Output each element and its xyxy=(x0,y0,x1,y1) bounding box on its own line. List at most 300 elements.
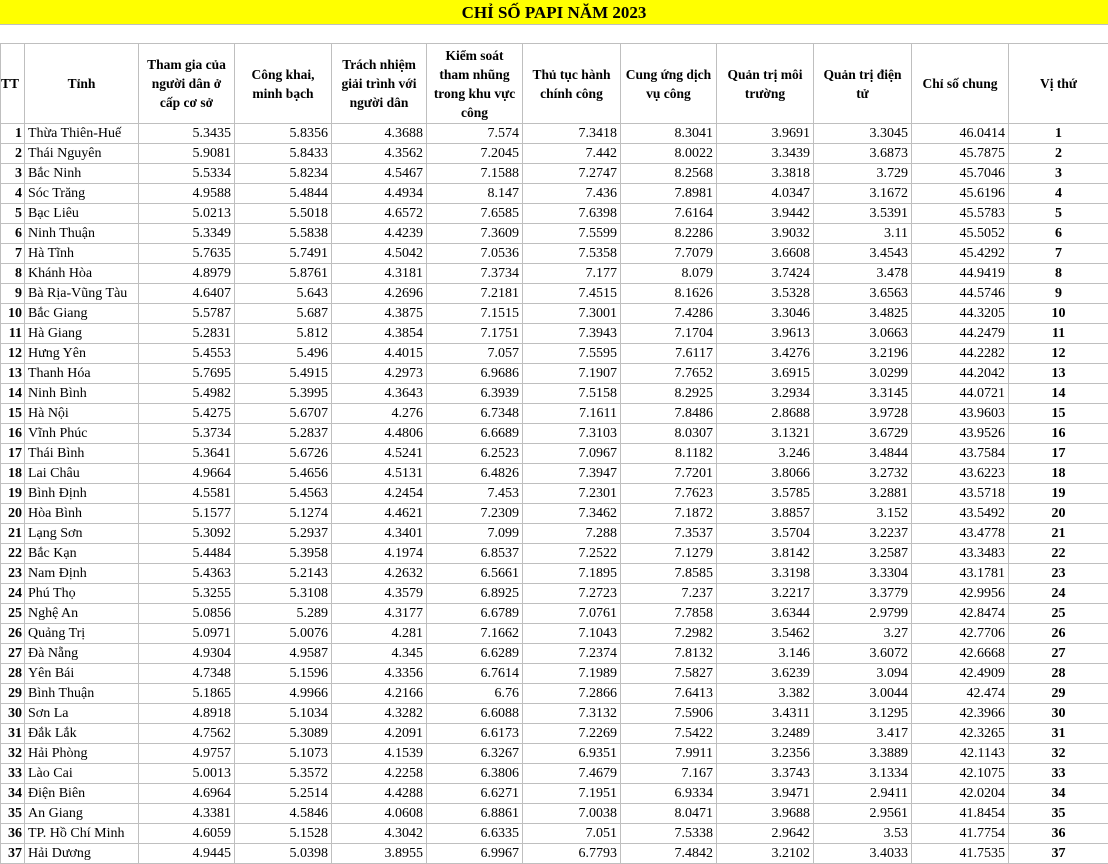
cell-accountability[interactable]: 4.4239 xyxy=(332,224,427,244)
cell-rank[interactable]: 34 xyxy=(1009,784,1108,804)
cell-total[interactable]: 43.3483 xyxy=(912,544,1009,564)
cell-procedures[interactable]: 7.0967 xyxy=(523,444,621,464)
cell-rank[interactable]: 2 xyxy=(1009,144,1108,164)
cell-rank[interactable]: 1 xyxy=(1009,124,1108,144)
cell-rank[interactable]: 10 xyxy=(1009,304,1108,324)
cell-services[interactable]: 7.9911 xyxy=(621,744,717,764)
cell-total[interactable]: 41.7754 xyxy=(912,824,1009,844)
cell-transparency[interactable]: 4.9587 xyxy=(235,644,332,664)
cell-procedures[interactable]: 7.2723 xyxy=(523,584,621,604)
cell-total[interactable]: 44.2282 xyxy=(912,344,1009,364)
cell-procedures[interactable]: 7.3947 xyxy=(523,464,621,484)
cell-environment[interactable]: 3.3046 xyxy=(717,304,814,324)
cell-environment[interactable]: 3.4311 xyxy=(717,704,814,724)
cell-province[interactable]: Thái Nguyên xyxy=(25,144,139,164)
cell-corruption[interactable]: 7.1751 xyxy=(427,324,523,344)
cell-accountability[interactable]: 4.3875 xyxy=(332,304,427,324)
cell-tt[interactable]: 36 xyxy=(1,824,25,844)
cell-province[interactable]: Hải Dương xyxy=(25,844,139,864)
cell-services[interactable]: 7.1279 xyxy=(621,544,717,564)
cell-services[interactable]: 7.2982 xyxy=(621,624,717,644)
cell-transparency[interactable]: 5.3572 xyxy=(235,764,332,784)
cell-accountability[interactable]: 4.3688 xyxy=(332,124,427,144)
cell-province[interactable]: Hà Giang xyxy=(25,324,139,344)
cell-procedures[interactable]: 7.2866 xyxy=(523,684,621,704)
cell-corruption[interactable]: 7.1588 xyxy=(427,164,523,184)
cell-procedures[interactable]: 7.436 xyxy=(523,184,621,204)
cell-egov[interactable]: 3.5391 xyxy=(814,204,912,224)
cell-egov[interactable]: 3.6563 xyxy=(814,284,912,304)
cell-rank[interactable]: 5 xyxy=(1009,204,1108,224)
cell-province[interactable]: Thái Bình xyxy=(25,444,139,464)
cell-environment[interactable]: 2.9642 xyxy=(717,824,814,844)
cell-environment[interactable]: 3.246 xyxy=(717,444,814,464)
cell-rank[interactable]: 25 xyxy=(1009,604,1108,624)
cell-participation[interactable]: 5.3734 xyxy=(139,424,235,444)
cell-participation[interactable]: 5.0856 xyxy=(139,604,235,624)
cell-total[interactable]: 42.1075 xyxy=(912,764,1009,784)
cell-accountability[interactable]: 4.2258 xyxy=(332,764,427,784)
cell-rank[interactable]: 32 xyxy=(1009,744,1108,764)
cell-rank[interactable]: 27 xyxy=(1009,644,1108,664)
cell-procedures[interactable]: 7.3132 xyxy=(523,704,621,724)
cell-participation[interactable]: 5.7635 xyxy=(139,244,235,264)
cell-participation[interactable]: 5.5334 xyxy=(139,164,235,184)
cell-egov[interactable]: 3.2196 xyxy=(814,344,912,364)
cell-participation[interactable]: 4.9588 xyxy=(139,184,235,204)
cell-services[interactable]: 7.5338 xyxy=(621,824,717,844)
cell-procedures[interactable]: 7.1611 xyxy=(523,404,621,424)
cell-province[interactable]: Thừa Thiên-Huế xyxy=(25,124,139,144)
cell-tt[interactable]: 37 xyxy=(1,844,25,864)
cell-rank[interactable]: 20 xyxy=(1009,504,1108,524)
cell-services[interactable]: 7.5422 xyxy=(621,724,717,744)
cell-corruption[interactable]: 6.9967 xyxy=(427,844,523,864)
cell-accountability[interactable]: 4.1539 xyxy=(332,744,427,764)
cell-tt[interactable]: 17 xyxy=(1,444,25,464)
cell-environment[interactable]: 3.5785 xyxy=(717,484,814,504)
cell-services[interactable]: 7.7201 xyxy=(621,464,717,484)
cell-services[interactable]: 7.5906 xyxy=(621,704,717,724)
cell-transparency[interactable]: 5.6707 xyxy=(235,404,332,424)
cell-services[interactable]: 8.2286 xyxy=(621,224,717,244)
cell-services[interactable]: 7.167 xyxy=(621,764,717,784)
cell-tt[interactable]: 26 xyxy=(1,624,25,644)
cell-accountability[interactable]: 4.3579 xyxy=(332,584,427,604)
cell-procedures[interactable]: 7.3943 xyxy=(523,324,621,344)
cell-tt[interactable]: 3 xyxy=(1,164,25,184)
cell-total[interactable]: 43.4778 xyxy=(912,524,1009,544)
cell-rank[interactable]: 13 xyxy=(1009,364,1108,384)
cell-services[interactable]: 7.1704 xyxy=(621,324,717,344)
cell-participation[interactable]: 5.4982 xyxy=(139,384,235,404)
cell-procedures[interactable]: 7.4515 xyxy=(523,284,621,304)
cell-corruption[interactable]: 6.6689 xyxy=(427,424,523,444)
cell-total[interactable]: 42.4909 xyxy=(912,664,1009,684)
cell-environment[interactable]: 3.1321 xyxy=(717,424,814,444)
cell-corruption[interactable]: 7.1662 xyxy=(427,624,523,644)
cell-accountability[interactable]: 4.4806 xyxy=(332,424,427,444)
cell-corruption[interactable]: 6.3939 xyxy=(427,384,523,404)
cell-transparency[interactable]: 5.643 xyxy=(235,284,332,304)
cell-accountability[interactable]: 4.3181 xyxy=(332,264,427,284)
cell-egov[interactable]: 3.4825 xyxy=(814,304,912,324)
header-transparency[interactable]: Công khai, minh bạch xyxy=(235,44,332,124)
cell-total[interactable]: 43.6223 xyxy=(912,464,1009,484)
cell-tt[interactable]: 35 xyxy=(1,804,25,824)
cell-rank[interactable]: 15 xyxy=(1009,404,1108,424)
cell-services[interactable]: 8.0471 xyxy=(621,804,717,824)
cell-accountability[interactable]: 4.1974 xyxy=(332,544,427,564)
cell-total[interactable]: 46.0414 xyxy=(912,124,1009,144)
cell-services[interactable]: 8.0022 xyxy=(621,144,717,164)
cell-transparency[interactable]: 5.4563 xyxy=(235,484,332,504)
cell-corruption[interactable]: 7.1515 xyxy=(427,304,523,324)
cell-environment[interactable]: 3.2934 xyxy=(717,384,814,404)
cell-transparency[interactable]: 5.1528 xyxy=(235,824,332,844)
cell-participation[interactable]: 5.5787 xyxy=(139,304,235,324)
cell-corruption[interactable]: 7.099 xyxy=(427,524,523,544)
cell-egov[interactable]: 3.2237 xyxy=(814,524,912,544)
cell-egov[interactable]: 3.53 xyxy=(814,824,912,844)
cell-province[interactable]: Nghệ An xyxy=(25,604,139,624)
cell-province[interactable]: Hòa Bình xyxy=(25,504,139,524)
cell-egov[interactable]: 3.417 xyxy=(814,724,912,744)
cell-accountability[interactable]: 4.0608 xyxy=(332,804,427,824)
cell-egov[interactable]: 3.4543 xyxy=(814,244,912,264)
cell-environment[interactable]: 3.9691 xyxy=(717,124,814,144)
cell-participation[interactable]: 4.3381 xyxy=(139,804,235,824)
cell-participation[interactable]: 5.3255 xyxy=(139,584,235,604)
cell-procedures[interactable]: 7.1907 xyxy=(523,364,621,384)
cell-transparency[interactable]: 5.5838 xyxy=(235,224,332,244)
cell-rank[interactable]: 35 xyxy=(1009,804,1108,824)
cell-egov[interactable]: 3.0663 xyxy=(814,324,912,344)
cell-province[interactable]: Nam Định xyxy=(25,564,139,584)
cell-transparency[interactable]: 5.3958 xyxy=(235,544,332,564)
cell-services[interactable]: 8.0307 xyxy=(621,424,717,444)
cell-accountability[interactable]: 4.281 xyxy=(332,624,427,644)
cell-tt[interactable]: 14 xyxy=(1,384,25,404)
cell-accountability[interactable]: 4.2454 xyxy=(332,484,427,504)
cell-egov[interactable]: 3.1672 xyxy=(814,184,912,204)
cell-tt[interactable]: 11 xyxy=(1,324,25,344)
cell-tt[interactable]: 6 xyxy=(1,224,25,244)
cell-services[interactable]: 7.4842 xyxy=(621,844,717,864)
cell-environment[interactable]: 3.6608 xyxy=(717,244,814,264)
cell-tt[interactable]: 16 xyxy=(1,424,25,444)
cell-province[interactable]: Lào Cai xyxy=(25,764,139,784)
cell-corruption[interactable]: 6.6088 xyxy=(427,704,523,724)
cell-accountability[interactable]: 4.3042 xyxy=(332,824,427,844)
cell-procedures[interactable]: 7.2747 xyxy=(523,164,621,184)
cell-environment[interactable]: 3.6915 xyxy=(717,364,814,384)
cell-procedures[interactable]: 6.9351 xyxy=(523,744,621,764)
cell-transparency[interactable]: 5.1034 xyxy=(235,704,332,724)
cell-province[interactable]: Thanh Hóa xyxy=(25,364,139,384)
cell-egov[interactable]: 3.2732 xyxy=(814,464,912,484)
cell-province[interactable]: Yên Bái xyxy=(25,664,139,684)
cell-rank[interactable]: 17 xyxy=(1009,444,1108,464)
cell-procedures[interactable]: 7.3103 xyxy=(523,424,621,444)
cell-province[interactable]: Bắc Giang xyxy=(25,304,139,324)
cell-tt[interactable]: 5 xyxy=(1,204,25,224)
cell-accountability[interactable]: 3.8955 xyxy=(332,844,427,864)
cell-environment[interactable]: 3.8857 xyxy=(717,504,814,524)
cell-tt[interactable]: 28 xyxy=(1,664,25,684)
cell-services[interactable]: 8.2925 xyxy=(621,384,717,404)
cell-egov[interactable]: 3.0299 xyxy=(814,364,912,384)
cell-corruption[interactable]: 6.8861 xyxy=(427,804,523,824)
cell-total[interactable]: 44.9419 xyxy=(912,264,1009,284)
cell-total[interactable]: 45.6196 xyxy=(912,184,1009,204)
cell-total[interactable]: 42.6668 xyxy=(912,644,1009,664)
cell-tt[interactable]: 31 xyxy=(1,724,25,744)
cell-rank[interactable]: 37 xyxy=(1009,844,1108,864)
cell-province[interactable]: Lai Châu xyxy=(25,464,139,484)
cell-tt[interactable]: 19 xyxy=(1,484,25,504)
cell-environment[interactable]: 3.382 xyxy=(717,684,814,704)
cell-participation[interactable]: 5.7695 xyxy=(139,364,235,384)
cell-services[interactable]: 7.8981 xyxy=(621,184,717,204)
cell-corruption[interactable]: 6.5661 xyxy=(427,564,523,584)
cell-accountability[interactable]: 4.3562 xyxy=(332,144,427,164)
cell-corruption[interactable]: 7.2045 xyxy=(427,144,523,164)
cell-transparency[interactable]: 5.496 xyxy=(235,344,332,364)
cell-environment[interactable]: 3.3818 xyxy=(717,164,814,184)
cell-province[interactable]: Bạc Liêu xyxy=(25,204,139,224)
cell-environment[interactable]: 3.3198 xyxy=(717,564,814,584)
cell-services[interactable]: 7.7623 xyxy=(621,484,717,504)
cell-participation[interactable]: 5.4553 xyxy=(139,344,235,364)
cell-transparency[interactable]: 5.3108 xyxy=(235,584,332,604)
cell-rank[interactable]: 26 xyxy=(1009,624,1108,644)
cell-accountability[interactable]: 4.4621 xyxy=(332,504,427,524)
cell-corruption[interactable]: 6.2523 xyxy=(427,444,523,464)
cell-tt[interactable]: 23 xyxy=(1,564,25,584)
cell-environment[interactable]: 3.9442 xyxy=(717,204,814,224)
cell-accountability[interactable]: 4.276 xyxy=(332,404,427,424)
cell-egov[interactable]: 3.9728 xyxy=(814,404,912,424)
cell-environment[interactable]: 3.6239 xyxy=(717,664,814,684)
cell-egov[interactable]: 3.3779 xyxy=(814,584,912,604)
cell-egov[interactable]: 3.2881 xyxy=(814,484,912,504)
cell-participation[interactable]: 5.3641 xyxy=(139,444,235,464)
cell-participation[interactable]: 4.8918 xyxy=(139,704,235,724)
cell-procedures[interactable]: 7.3462 xyxy=(523,504,621,524)
cell-environment[interactable]: 3.5462 xyxy=(717,624,814,644)
cell-participation[interactable]: 5.4275 xyxy=(139,404,235,424)
cell-province[interactable]: Hà Nội xyxy=(25,404,139,424)
cell-services[interactable]: 8.3041 xyxy=(621,124,717,144)
cell-participation[interactable]: 4.8979 xyxy=(139,264,235,284)
cell-accountability[interactable]: 4.5131 xyxy=(332,464,427,484)
cell-corruption[interactable]: 6.6789 xyxy=(427,604,523,624)
cell-accountability[interactable]: 4.3356 xyxy=(332,664,427,684)
cell-egov[interactable]: 2.9799 xyxy=(814,604,912,624)
cell-environment[interactable]: 3.2217 xyxy=(717,584,814,604)
cell-services[interactable]: 7.7858 xyxy=(621,604,717,624)
cell-province[interactable]: Lạng Sơn xyxy=(25,524,139,544)
cell-participation[interactable]: 5.1577 xyxy=(139,504,235,524)
cell-services[interactable]: 7.237 xyxy=(621,584,717,604)
cell-transparency[interactable]: 5.6726 xyxy=(235,444,332,464)
header-procedures[interactable]: Thủ tục hành chính công xyxy=(523,44,621,124)
cell-environment[interactable]: 3.5704 xyxy=(717,524,814,544)
cell-egov[interactable]: 3.2587 xyxy=(814,544,912,564)
cell-egov[interactable]: 3.3889 xyxy=(814,744,912,764)
cell-transparency[interactable]: 5.4844 xyxy=(235,184,332,204)
cell-services[interactable]: 7.6164 xyxy=(621,204,717,224)
cell-accountability[interactable]: 4.4015 xyxy=(332,344,427,364)
header-tt[interactable]: TT xyxy=(1,44,25,124)
cell-corruption[interactable]: 8.147 xyxy=(427,184,523,204)
cell-province[interactable]: Hà Tĩnh xyxy=(25,244,139,264)
cell-rank[interactable]: 28 xyxy=(1009,664,1108,684)
cell-egov[interactable]: 3.729 xyxy=(814,164,912,184)
cell-province[interactable]: Vĩnh Phúc xyxy=(25,424,139,444)
cell-environment[interactable]: 3.6344 xyxy=(717,604,814,624)
cell-tt[interactable]: 10 xyxy=(1,304,25,324)
cell-egov[interactable]: 3.0044 xyxy=(814,684,912,704)
cell-egov[interactable]: 3.4844 xyxy=(814,444,912,464)
cell-procedures[interactable]: 7.1989 xyxy=(523,664,621,684)
cell-transparency[interactable]: 5.3995 xyxy=(235,384,332,404)
cell-environment[interactable]: 3.5328 xyxy=(717,284,814,304)
cell-accountability[interactable]: 4.4934 xyxy=(332,184,427,204)
cell-transparency[interactable]: 5.8761 xyxy=(235,264,332,284)
cell-transparency[interactable]: 5.1274 xyxy=(235,504,332,524)
cell-tt[interactable]: 8 xyxy=(1,264,25,284)
cell-corruption[interactable]: 7.0536 xyxy=(427,244,523,264)
cell-province[interactable]: Điện Biên xyxy=(25,784,139,804)
cell-corruption[interactable]: 6.8925 xyxy=(427,584,523,604)
cell-accountability[interactable]: 4.5467 xyxy=(332,164,427,184)
cell-procedures[interactable]: 7.3418 xyxy=(523,124,621,144)
cell-total[interactable]: 45.5783 xyxy=(912,204,1009,224)
cell-services[interactable]: 7.7079 xyxy=(621,244,717,264)
cell-province[interactable]: Ninh Bình xyxy=(25,384,139,404)
cell-participation[interactable]: 4.9445 xyxy=(139,844,235,864)
cell-egov[interactable]: 3.3304 xyxy=(814,564,912,584)
header-accountability[interactable]: Trách nhiệm giải trình với người dân xyxy=(332,44,427,124)
cell-environment[interactable]: 3.9613 xyxy=(717,324,814,344)
cell-total[interactable]: 43.9526 xyxy=(912,424,1009,444)
cell-rank[interactable]: 33 xyxy=(1009,764,1108,784)
cell-participation[interactable]: 5.9081 xyxy=(139,144,235,164)
cell-corruption[interactable]: 6.76 xyxy=(427,684,523,704)
cell-province[interactable]: Đắk Lắk xyxy=(25,724,139,744)
cell-rank[interactable]: 11 xyxy=(1009,324,1108,344)
cell-environment[interactable]: 3.9032 xyxy=(717,224,814,244)
cell-egov[interactable]: 3.478 xyxy=(814,264,912,284)
cell-corruption[interactable]: 6.6271 xyxy=(427,784,523,804)
cell-environment[interactable]: 3.2102 xyxy=(717,844,814,864)
cell-corruption[interactable]: 6.7348 xyxy=(427,404,523,424)
cell-environment[interactable]: 3.8066 xyxy=(717,464,814,484)
cell-transparency[interactable]: 5.1596 xyxy=(235,664,332,684)
cell-total[interactable]: 43.1781 xyxy=(912,564,1009,584)
cell-transparency[interactable]: 5.8433 xyxy=(235,144,332,164)
cell-transparency[interactable]: 5.2514 xyxy=(235,784,332,804)
cell-corruption[interactable]: 6.7614 xyxy=(427,664,523,684)
cell-rank[interactable]: 29 xyxy=(1009,684,1108,704)
cell-procedures[interactable]: 7.5158 xyxy=(523,384,621,404)
cell-rank[interactable]: 14 xyxy=(1009,384,1108,404)
cell-province[interactable]: Bình Thuận xyxy=(25,684,139,704)
cell-rank[interactable]: 24 xyxy=(1009,584,1108,604)
cell-procedures[interactable]: 7.177 xyxy=(523,264,621,284)
cell-procedures[interactable]: 7.2374 xyxy=(523,644,621,664)
cell-accountability[interactable]: 4.2632 xyxy=(332,564,427,584)
cell-tt[interactable]: 25 xyxy=(1,604,25,624)
cell-participation[interactable]: 4.7562 xyxy=(139,724,235,744)
cell-total[interactable]: 42.9956 xyxy=(912,584,1009,604)
cell-services[interactable]: 8.1626 xyxy=(621,284,717,304)
cell-transparency[interactable]: 5.4915 xyxy=(235,364,332,384)
cell-total[interactable]: 45.5052 xyxy=(912,224,1009,244)
cell-environment[interactable]: 3.2489 xyxy=(717,724,814,744)
cell-province[interactable]: Hưng Yên xyxy=(25,344,139,364)
cell-egov[interactable]: 3.3045 xyxy=(814,124,912,144)
cell-services[interactable]: 7.6413 xyxy=(621,684,717,704)
cell-environment[interactable]: 3.146 xyxy=(717,644,814,664)
cell-total[interactable]: 45.7046 xyxy=(912,164,1009,184)
cell-participation[interactable]: 4.9304 xyxy=(139,644,235,664)
cell-accountability[interactable]: 4.3282 xyxy=(332,704,427,724)
cell-tt[interactable]: 22 xyxy=(1,544,25,564)
cell-participation[interactable]: 5.3349 xyxy=(139,224,235,244)
cell-tt[interactable]: 21 xyxy=(1,524,25,544)
cell-rank[interactable]: 31 xyxy=(1009,724,1108,744)
cell-transparency[interactable]: 5.2837 xyxy=(235,424,332,444)
cell-total[interactable]: 44.2042 xyxy=(912,364,1009,384)
cell-transparency[interactable]: 5.8356 xyxy=(235,124,332,144)
cell-services[interactable]: 7.8486 xyxy=(621,404,717,424)
cell-transparency[interactable]: 5.0398 xyxy=(235,844,332,864)
cell-corruption[interactable]: 7.3609 xyxy=(427,224,523,244)
cell-total[interactable]: 41.8454 xyxy=(912,804,1009,824)
cell-accountability[interactable]: 4.5042 xyxy=(332,244,427,264)
cell-procedures[interactable]: 7.2269 xyxy=(523,724,621,744)
cell-services[interactable]: 6.9334 xyxy=(621,784,717,804)
cell-total[interactable]: 42.3265 xyxy=(912,724,1009,744)
cell-tt[interactable]: 9 xyxy=(1,284,25,304)
cell-province[interactable]: Phú Thọ xyxy=(25,584,139,604)
cell-tt[interactable]: 18 xyxy=(1,464,25,484)
cell-total[interactable]: 44.2479 xyxy=(912,324,1009,344)
cell-participation[interactable]: 5.1865 xyxy=(139,684,235,704)
cell-corruption[interactable]: 7.574 xyxy=(427,124,523,144)
cell-services[interactable]: 7.1872 xyxy=(621,504,717,524)
cell-rank[interactable]: 23 xyxy=(1009,564,1108,584)
cell-rank[interactable]: 22 xyxy=(1009,544,1108,564)
sheet-title[interactable]: CHỈ SỐ PAPI NĂM 2023 xyxy=(0,0,1108,25)
cell-environment[interactable]: 2.8688 xyxy=(717,404,814,424)
cell-participation[interactable]: 4.9757 xyxy=(139,744,235,764)
cell-corruption[interactable]: 7.2309 xyxy=(427,504,523,524)
cell-province[interactable]: Sơn La xyxy=(25,704,139,724)
cell-province[interactable]: Khánh Hòa xyxy=(25,264,139,284)
header-services[interactable]: Cung ứng dịch vụ công xyxy=(621,44,717,124)
cell-procedures[interactable]: 7.4679 xyxy=(523,764,621,784)
cell-accountability[interactable]: 4.3854 xyxy=(332,324,427,344)
cell-province[interactable]: Sóc Trăng xyxy=(25,184,139,204)
cell-services[interactable]: 7.3537 xyxy=(621,524,717,544)
cell-services[interactable]: 8.2568 xyxy=(621,164,717,184)
cell-environment[interactable]: 3.3439 xyxy=(717,144,814,164)
cell-province[interactable]: Bắc Kạn xyxy=(25,544,139,564)
